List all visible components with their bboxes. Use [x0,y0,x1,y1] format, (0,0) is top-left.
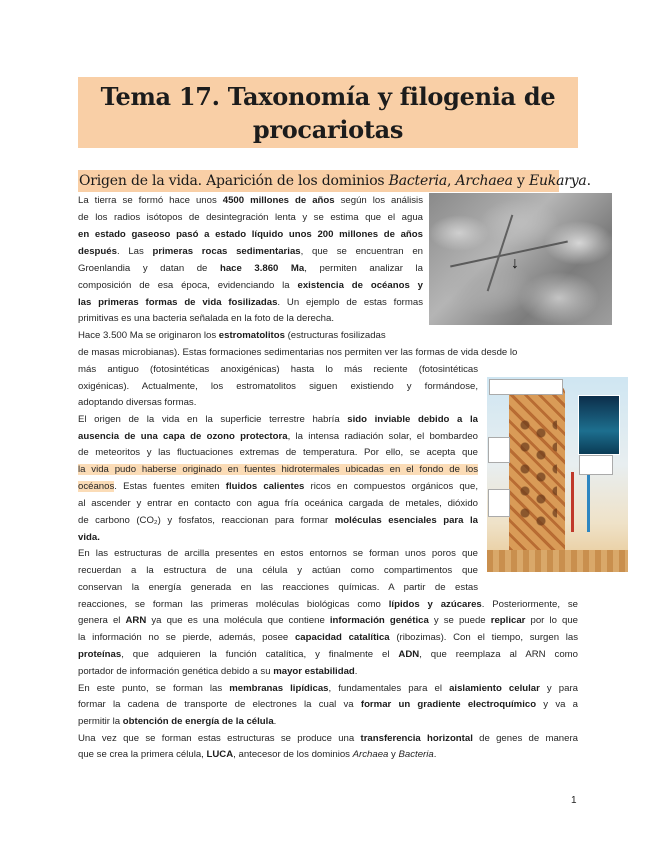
text-segment: Groenlandia y datan de [78,263,220,274]
text-segment: La tierra se formó hace unos [78,195,223,206]
text-segment: , que reemplaza al ARN como [419,649,578,660]
text-segment: En las estructuras de arcilla presentes en estos entornos se forman unos poros que [78,548,478,559]
text-line [78,378,478,395]
text-segment: y para [539,683,578,694]
highlighted-text: océanos [78,481,115,492]
page-title-line-2: procariotas [252,114,404,144]
bold-term: obtención de energía de la célula [122,716,274,727]
text-segment: primitivas es una bacteria señalada en la foto de la derecha. [78,313,334,324]
text-segment: y va a [536,699,578,710]
text-line [78,545,478,562]
text-line [78,596,578,613]
vent-photo-inset [578,395,620,455]
text-segment: (estructuras fosilizadas [284,330,386,341]
text-segment: oxigénicas). Actualmente, los estromatolitos siguen existiendo y formándose, [78,381,478,392]
text-line [78,579,478,596]
text-segment: por lo que [525,615,578,626]
page-number: 1 [571,795,577,806]
text-line [78,730,578,747]
text-line [78,696,578,713]
text-segment: de carbono (CO₂) y fosfatos, reaccionan para formar [78,515,335,526]
text-line [78,243,423,260]
text-segment: . Estas fuentes emiten [114,481,226,492]
text-segment: . Un ejemplo de estas formas [277,297,423,308]
arrow-down-icon: ↓ [511,255,519,272]
bold-term: primeras rocas sedimentarias [152,246,301,257]
text-line [78,411,478,428]
bold-term: vida. [78,532,100,543]
eukarya-term: Eukarya [528,173,587,189]
bold-term: moléculas esenciales para la [334,515,478,526]
text-segment: recuerdan a la estructura de una célula y actúan como compartimentos que [78,565,478,576]
text-segment: Hace 3.500 Ma se originaron los [78,330,219,341]
text-line [78,680,578,697]
text-line [78,294,423,311]
text-segment: Una vez que se forman estas estructuras se produce una [78,733,361,744]
text-line [78,612,578,629]
text-line [78,512,478,529]
highlighted-text: la vida pudo haberse originado en fuentes hidrotermales ubicadas en el fondo de los [78,464,478,475]
text-segment: , antecesor de los dominios [233,749,353,760]
text-line [78,562,478,579]
text-line [78,260,423,277]
text-line [78,226,423,243]
bold-term: replicar [490,615,526,626]
bold-term: existencia de océanos y [297,280,423,291]
text-segment: , que se encuentran en [300,246,423,257]
text-segment: conservan la energía generada en las reacciones químicas. A partir de estas [78,582,478,593]
text-segment: . [273,716,277,727]
text-line [78,746,578,763]
microfossil-photo [429,193,612,325]
text-line [78,713,578,730]
text-segment: ricos en compuestos orgánicos que, [304,481,478,492]
text-segment: de masas microbianas). Estas formaciones sedimentarias nos permiten ver las formas de vida desde lo [78,347,518,358]
text-line [78,444,478,461]
bold-term: formar un gradiente electroquímico [360,699,537,710]
bold-term: transferencia horizontal [360,733,473,744]
bold-term: membranas lipídicas [229,683,329,694]
bold-term: proteínas [78,649,122,660]
text-segment: El origen de la vida en la superficie terrestre habría [78,414,348,425]
bacteria-term: Bacteria [388,173,447,189]
text-line [78,478,478,495]
text-segment: ya que es una molécula que contiene [146,615,330,626]
text-segment: portador de información genética debido a su [78,666,274,677]
text-line [78,209,423,226]
bold-term: 4500 millones de años [222,195,335,206]
text-line [78,310,423,327]
text-segment: , permiten analizar la [304,263,423,274]
bold-term: aislamiento celular [449,683,540,694]
text-segment: y [388,749,399,760]
bold-term: ARN [125,615,147,626]
page-title-line-1: Tema 17. Taxonomía y filogenia de [100,81,556,111]
bold-term: ausencia de una capa de ozono protectora [78,431,288,442]
text-segment: que se crea la primera célula, [78,749,207,760]
text-line [78,629,578,646]
bold-term: lípidos y azúcares [388,599,482,610]
text-segment: , fundamentales para el [328,683,450,694]
text-segment: genera el [78,615,126,626]
title-banner [78,77,578,148]
text-segment: de los radios isótopos de desintegración lenta y se estima que el agua [78,212,423,223]
text-segment: según los análisis [334,195,423,206]
text-segment: permitir la [78,716,123,727]
text-line [78,646,578,663]
text-segment: formar la cadena de transporte de electrones la cual va [78,699,361,710]
text-segment: de meteoritos y las fluctuaciones extremas de temperatura. Por ello, se acepta que [78,447,478,458]
bold-term: sido inviable debido a la [347,414,478,425]
bold-term: las primeras formas de vida fosilizadas [78,297,278,308]
text-segment: . Las [116,246,153,257]
text-line [78,663,578,680]
text-segment: , la intensa radiación solar, el bombardeo [287,431,478,442]
bold-term: mayor estabilidad [273,666,355,677]
text-segment: de genes de manera [472,733,578,744]
text-line [78,361,478,378]
bold-term: después [78,246,117,257]
text-segment: la información no se pierde, además, posee [78,632,295,643]
italic-term: Bacteria [398,749,434,760]
text-line [78,192,423,209]
text-line [78,461,478,478]
text-line [78,344,578,361]
section-heading: Origen de la vida. Aparición de los dominios Bacteria, Archaea y Eukarya. [78,170,559,192]
text-line [78,394,423,411]
text-segment: y se puede [428,615,491,626]
text-line [78,495,478,512]
italic-term: Archaea [352,749,389,760]
bold-term: fluidos calientes [225,481,305,492]
text-segment: . [433,749,437,760]
text-segment: al ascender y entrar en contacto con agua fría oceánica cargada de metales, dióxido [78,498,478,509]
text-segment: , que adquieren la función catalítica, y finalmente el [121,649,399,660]
text-line [78,277,423,294]
text-line [78,327,423,344]
text-segment: reacciones, se forman las primeras moléculas biológicas como [78,599,389,610]
text-segment: . Posteriormente, se [481,599,578,610]
text-segment: . [354,666,358,677]
text-segment: (ribozimas). Con el tiempo, surgen las [389,632,578,643]
bold-term: ADN [398,649,420,660]
text-segment: composición de esa época, evidenciando la [78,280,298,291]
text-line [78,428,478,445]
hydrothermal-vent-diagram [487,377,628,572]
text-segment: más antiguo (fotosintéticas anoxigénicas) hasta lo más reciente (fotosintéticas [78,364,478,375]
bold-term: LUCA [206,749,234,760]
bold-term: capacidad catalítica [294,632,390,643]
bold-term: estromatolitos [218,330,285,341]
bold-term: en estado gaseoso pasó a estado líquido unos 200 millones de años [78,229,423,240]
text-segment: adoptando diversas formas. [78,397,197,408]
bold-term: hace 3.860 Ma [219,263,305,274]
archaea-term: Archaea [455,173,513,189]
bold-term: información genética [329,615,429,626]
text-segment: En este punto, se forman las [78,683,230,694]
text-line [78,529,478,546]
